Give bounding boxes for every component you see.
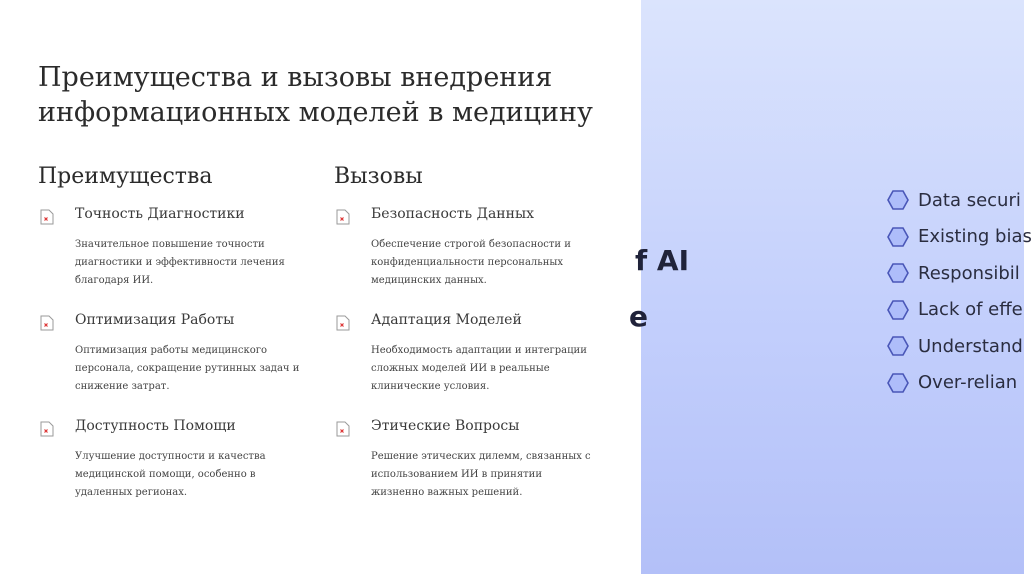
risk-list — [887, 182, 1032, 401]
challenge-title: Этические Вопросы — [371, 418, 520, 434]
broken-image-icon — [40, 209, 54, 225]
advantage-description: Улучшение доступности и качества медицинской помощи, особенно в удаленных регионах. — [75, 451, 266, 498]
hexagon-icon — [887, 372, 909, 394]
side-image — [629, 0, 1032, 574]
challenges-heading: Вызовы — [334, 164, 423, 189]
broken-image-icon — [336, 209, 350, 225]
page-title: Преимущества и вызовы внедрения информационных моделей в медицину — [38, 62, 593, 128]
advantage-title: Оптимизация Работы — [75, 312, 235, 328]
challenge-description: Решение этических дилемм, связанных с использованием ИИ в принятии жизненно важных решений. — [371, 451, 591, 498]
risk-label: Responsibil — [918, 262, 1020, 284]
side-image-fragment: f AI — [635, 244, 690, 277]
hexagon-icon — [887, 262, 909, 284]
risk-item — [887, 219, 1032, 256]
risk-item — [887, 182, 1032, 219]
broken-image-icon — [336, 421, 350, 437]
advantage-description: Значительное повышение точности диагностики и эффективности лечения благодаря ИИ. — [75, 239, 285, 286]
challenge-description: Обеспечение строгой безопасности и конфиденциальности персональных медицинских данных. — [371, 239, 571, 286]
advantages-heading: Преимущества — [38, 164, 213, 189]
risk-label: Lack of effe — [918, 299, 1023, 321]
advantage-title: Доступность Помощи — [75, 418, 236, 434]
side-image-fragment: e — [629, 300, 648, 333]
hexagon-icon — [887, 299, 909, 321]
risk-label: Over-relian — [918, 372, 1018, 394]
advantage-title: Точность Диагностики — [75, 206, 245, 222]
risk-label: Understand — [918, 335, 1023, 357]
hexagon-icon — [887, 189, 909, 211]
broken-image-icon — [40, 421, 54, 437]
hexagon-icon — [887, 226, 909, 248]
challenge-title: Адаптация Моделей — [371, 312, 522, 328]
risk-label: Data securi — [918, 189, 1021, 211]
broken-image-icon — [336, 315, 350, 331]
advantage-description: Оптимизация работы медицинского персонала, сокращение рутинных задач и снижение затрат. — [75, 345, 300, 392]
risk-label: Existing bias — [918, 226, 1032, 248]
hexagon-icon — [887, 335, 909, 357]
risk-item — [887, 292, 1032, 329]
risk-item — [887, 255, 1032, 292]
broken-image-icon — [40, 315, 54, 331]
challenge-title: Безопасность Данных — [371, 206, 535, 222]
risk-item — [887, 365, 1032, 402]
risk-item — [887, 328, 1032, 365]
challenge-description: Необходимость адаптации и интеграции сложных моделей ИИ в реальные клинические условия. — [371, 345, 587, 392]
